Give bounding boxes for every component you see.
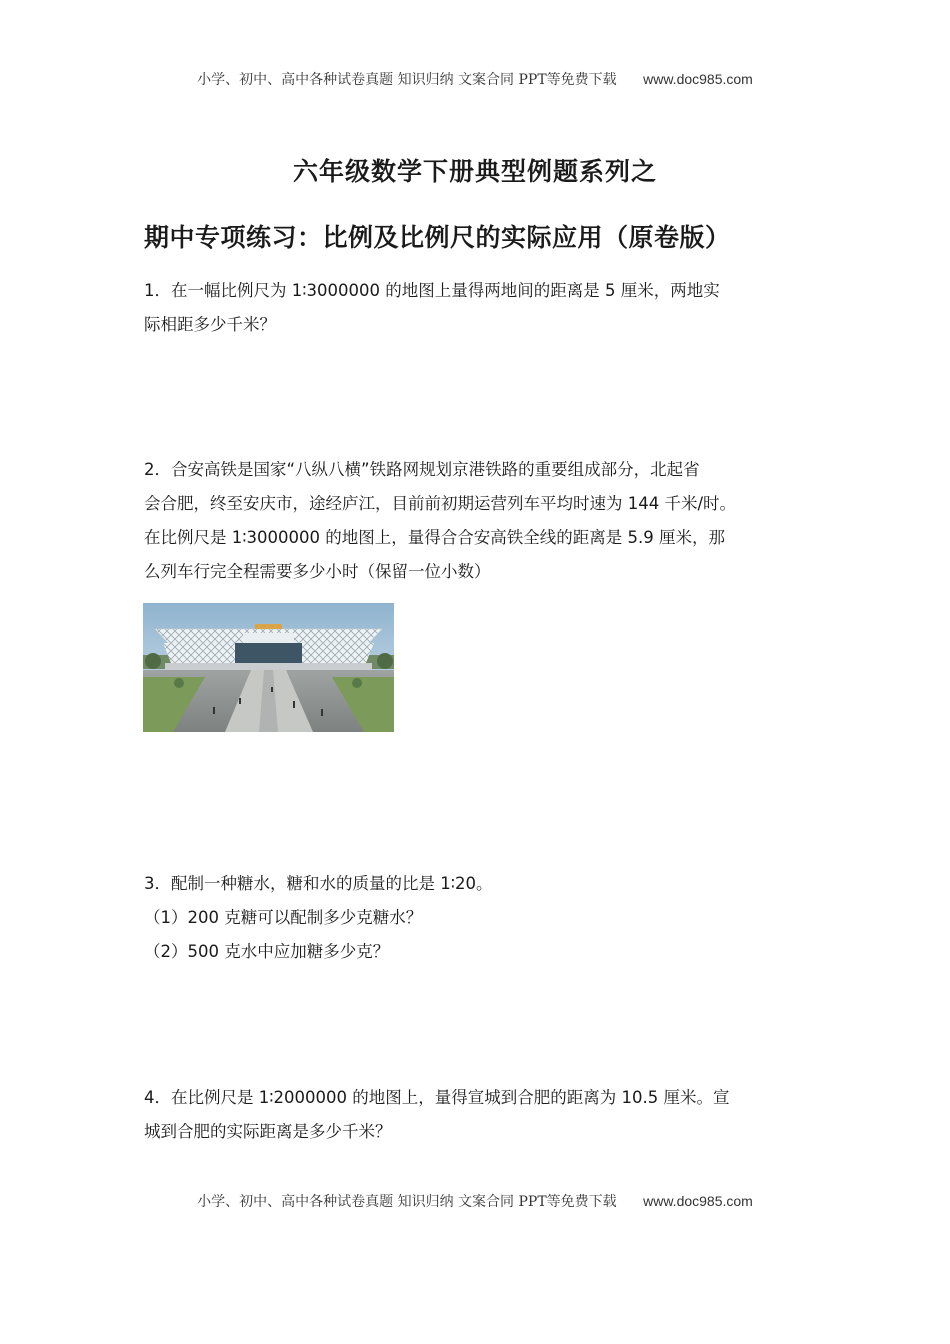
question-line: 际相距多少千米？ <box>144 315 276 334</box>
question-line: （2）500 克水中应加糖多少克？ <box>144 942 390 961</box>
footer-text: 小学、初中、高中各种试卷真题 知识归纳 文案合同 PPT等免费下载 <box>197 1194 617 1210</box>
header-text: 小学、初中、高中各种试卷真题 知识归纳 文案合同 PPT等免费下载 <box>197 72 617 88</box>
question-2 <box>144 453 824 589</box>
document-title: 六年级数学下册典型例题系列之 <box>292 157 657 186</box>
header-site-link[interactable]: www.doc985.com <box>643 71 753 87</box>
question-line: 么列车行完全程需要多少小时（保留一位小数） <box>144 562 491 581</box>
question-line: 4．在比例尺是 1∶2000000 的地图上，量得宣城到合肥的距离为 10.5 厘米。宣 <box>144 1088 730 1107</box>
question-4 <box>144 1081 824 1149</box>
station-sign <box>255 624 282 629</box>
footer-site-link[interactable]: www.doc985.com <box>643 1193 753 1209</box>
question-1 <box>144 274 824 342</box>
page-header <box>0 69 950 89</box>
question-line: 1．在一幅比例尺为 1∶3000000 的地图上量得两地间的距离是 5 厘米，两地实 <box>144 281 720 300</box>
question-line: 3．配制一种糖水，糖和水的质量的比是 1∶20。 <box>144 874 493 893</box>
question-line: （1）200 克糖可以配制多少克糖水？ <box>144 908 423 927</box>
question-line: 会合肥，终至安庆市，途经庐江，目前前初期运营列车平均时速为 144 千米/时。 <box>144 494 737 513</box>
question-line: 在比例尺是 1∶3000000 的地图上，量得合合安高铁全线的距离是 5.9 厘米，那 <box>144 528 725 547</box>
station-photo <box>143 603 394 732</box>
question-line: 城到合肥的实际距离是多少千米？ <box>144 1122 392 1141</box>
question-line: 2．合安高铁是国家“八纵八横”铁路网规划京港铁路的重要组成部分，北起省 <box>144 460 700 479</box>
page-footer <box>0 1191 950 1211</box>
document-subtitle: 期中专项练习：比例及比例尺的实际应用（原卷版） <box>144 223 731 252</box>
question-3 <box>144 867 824 969</box>
